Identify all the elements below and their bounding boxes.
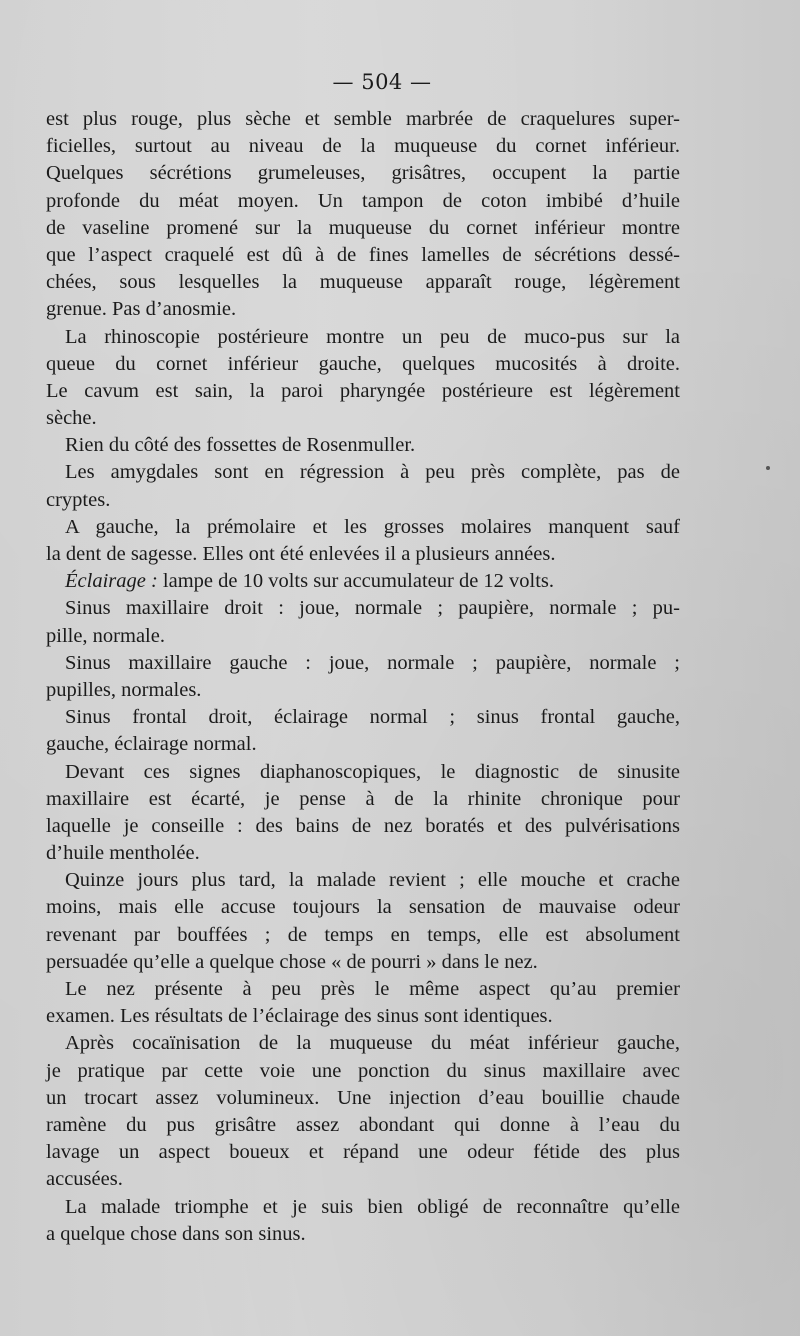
text-line: La malade triomphe et je suis bien obligé de reconnaître qu’elle	[65, 1195, 680, 1218]
eclairage-label: Éclairage :	[65, 570, 158, 593]
text-line: Sinus frontal droit, éclairage normal ; sinus frontal gauche,	[65, 706, 680, 729]
text-line: un trocart assez volumineux. Une injection d’eau bouillie chaude	[46, 1086, 680, 1109]
text-line: profonde du méat moyen. Un tampon de coton imbibé d’huile	[46, 189, 680, 212]
text-line: Sinus maxillaire droit : joue, normale ; paupière, normale ; pu-	[65, 597, 680, 620]
text-line: ramène du pus grisâtre assez abondant qui donne à l’eau du	[46, 1113, 680, 1136]
text-line: lavage un aspect boueux et répand une odeur fétide des plus	[46, 1141, 680, 1164]
text-line: Devant ces signes diaphanoscopiques, le diagnostic de sinusite	[65, 760, 680, 783]
text-line: sèche.	[46, 407, 97, 430]
text-line: pupilles, normales.	[46, 678, 202, 701]
text-line: Après cocaïnisation de la muqueuse du méat inférieur gauche,	[65, 1032, 680, 1055]
text-line: pille, normale.	[46, 624, 165, 647]
text-line: est plus rouge, plus sèche et semble marbrée de craquelures super-	[46, 108, 680, 130]
text-line: chées, sous lesquelles la muqueuse apparaît rouge, légèrement	[46, 271, 680, 294]
text-line: queue du cornet inférieur gauche, quelques mucosités à droite.	[46, 352, 680, 375]
text-line: Sinus maxillaire gauche : joue, normale ; paupière, normale ;	[65, 651, 680, 674]
text-line: examen. Les résultats de l’éclairage des sinus sont identiques.	[46, 1005, 553, 1028]
text-line: grenue. Pas d’anosmie.	[46, 298, 237, 321]
text-line: La rhinoscopie postérieure montre un peu de muco-pus sur la	[65, 325, 680, 348]
speck	[766, 466, 770, 470]
text-line: laquelle je conseille : des bains de nez boratés et des pulvérisations	[46, 814, 680, 837]
text-line-eclairage	[46, 568, 680, 595]
text-line: persuadée qu’elle a quelque chose « de pourri » dans le nez.	[46, 950, 538, 973]
text-line: a quelque chose dans son sinus.	[46, 1222, 306, 1245]
text-line: Le cavum est sain, la paroi pharyngée postérieure est légèrement	[46, 379, 680, 402]
text-line: Quinze jours plus tard, la malade revient ; elle mouche et crache	[65, 869, 680, 892]
text-line: Rien du côté des fossettes de Rosenmuller.	[65, 434, 416, 457]
text-line: Les amygdales sont en régression à peu près complète, pas de	[65, 461, 680, 484]
text-line: Le nez présente à peu près le même aspect qu’au premier	[65, 978, 680, 1000]
text-line: je pratique par cette voie une ponction du sinus maxillaire avec	[46, 1059, 680, 1082]
text-line: gauche, éclairage normal.	[46, 733, 257, 756]
text-line: accusées.	[46, 1168, 123, 1191]
book-page	[46, 70, 680, 1248]
text-line: moins, mais elle accuse toujours la sensation de mauvaise odeur	[46, 896, 680, 919]
text-line: cryptes.	[46, 488, 111, 511]
eclairage-text: lampe de 10 volts sur accumulateur de 12 volts.	[162, 570, 555, 593]
text-line: Quelques sécrétions grumeleuses, grisâtres, occupent la partie	[46, 162, 680, 185]
text-line: que l’aspect craquelé est dû à de fines lamelles de sécrétions dessé-	[46, 243, 680, 266]
text-line: revenant par bouffées ; de temps en temps, elle est absolument	[46, 923, 680, 946]
text-line: de vaseline promené sur la muqueuse du cornet inférieur montre	[46, 216, 680, 239]
text-line: d’huile mentholée.	[46, 842, 200, 865]
text-line: ficielles, surtout au niveau de la muqueuse du cornet inférieur.	[46, 135, 680, 158]
text-line: A gauche, la prémolaire et les grosses molaires manquent sauf	[65, 515, 680, 538]
text-line: la dent de sagesse. Elles ont été enlevées il a plusieurs années.	[46, 543, 556, 565]
page-number: — 504 —	[332, 70, 432, 94]
text-line: maxillaire est écarté, je pense à de la rhinite chronique pour	[46, 787, 680, 810]
